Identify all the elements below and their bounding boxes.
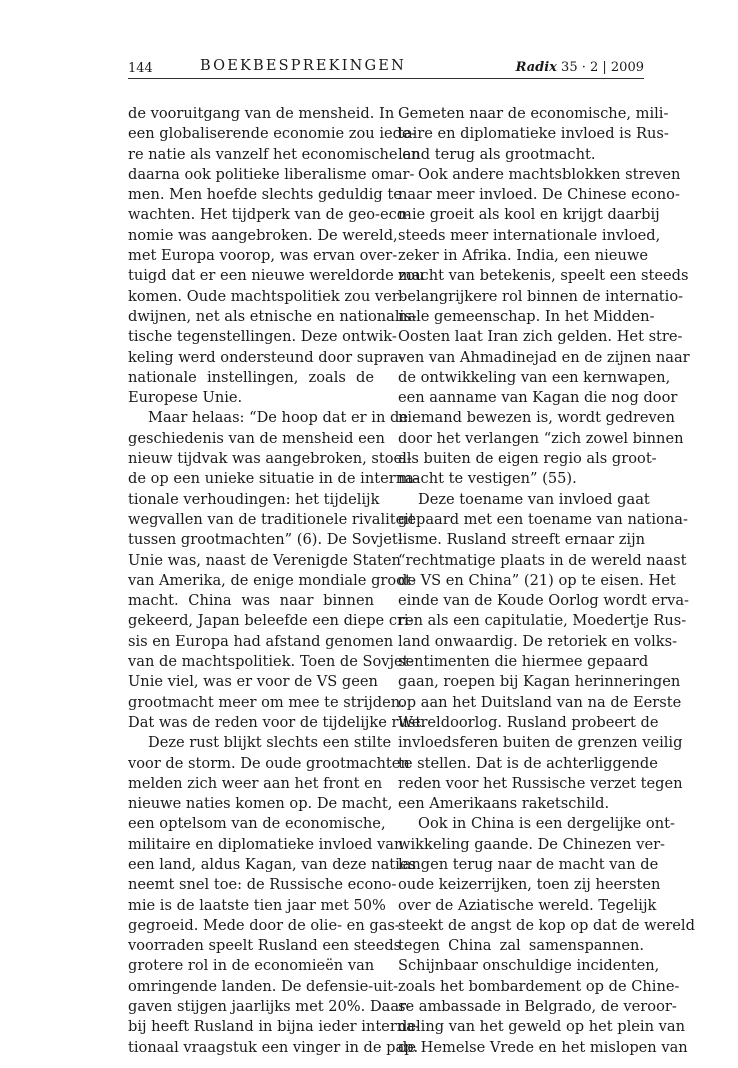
left-column-line: Dat was de reden voor de tijdelijke rust. bbox=[128, 713, 426, 731]
left-column-line: komen. Oude machtspolitiek zou ver- bbox=[128, 287, 404, 305]
left-column-line: tionaal vraagstuk een vinger in de pap. bbox=[128, 1038, 419, 1056]
right-column-line: sentimenten die hiermee gepaard bbox=[398, 653, 649, 671]
left-column-line: nationale instellingen, zoals de bbox=[128, 368, 374, 386]
right-column-line: Schijnbaar onschuldige incidenten, bbox=[398, 957, 660, 975]
right-column-line: invloedsferen buiten de grenzen veilig bbox=[398, 734, 683, 752]
left-column-line: sis en Europa had afstand genomen bbox=[128, 632, 394, 650]
left-column-line: militaire en diplomatieke invloed van bbox=[128, 835, 404, 853]
right-column-line: zeker in Afrika. India, een nieuwe bbox=[398, 247, 648, 265]
left-column-line: omringende landen. De defensie-uit- bbox=[128, 977, 399, 995]
left-column-line: gaven stijgen jaarlijks met 20%. Daar- bbox=[128, 998, 411, 1016]
right-column-line: tegen China zal samenspannen. bbox=[398, 937, 644, 955]
left-column-line: melden zich weer aan het front en bbox=[128, 774, 383, 792]
left-column-line: nieuw tijdvak was aangebroken, stoel- bbox=[128, 450, 412, 468]
left-column-line: met Europa voorop, was ervan over- bbox=[128, 247, 398, 265]
journal-name: Radix bbox=[515, 60, 557, 75]
left-column-line: Europese Unie. bbox=[128, 389, 243, 407]
right-column-line: einde van de Koude Oorlog wordt erva- bbox=[398, 592, 689, 610]
right-column-line: nale gemeenschap. In het Midden- bbox=[398, 307, 655, 325]
left-column-line: geschiedenis van de mensheid een bbox=[128, 429, 385, 447]
right-column-line: taire en diplomatieke invloed is Rus- bbox=[398, 125, 669, 143]
left-column-line: tische tegenstellingen. Deze ontwik- bbox=[128, 328, 397, 346]
right-column-line: Ook andere machtsblokken streven bbox=[418, 165, 681, 183]
right-column-line: steekt de angst de kop op dat de wereld bbox=[398, 916, 695, 934]
running-header bbox=[128, 58, 644, 80]
page-number: 144 bbox=[128, 61, 153, 76]
right-column-line: gepaard met een toename van nationa- bbox=[398, 510, 688, 528]
right-column-line: oude keizerrijken, toen zij heersten bbox=[398, 876, 661, 894]
left-column-line: tionale verhoudingen: het tijdelijk bbox=[128, 490, 380, 508]
right-column-line: Wereldoorlog. Rusland probeert de bbox=[398, 713, 659, 731]
right-column-line: zoals het bombardement op de Chine- bbox=[398, 977, 680, 995]
right-column-line: de Hemelse Vrede en het mislopen van bbox=[398, 1038, 688, 1056]
right-column-line: een aanname van Kagan die nog door bbox=[398, 389, 678, 407]
left-column-line: van Amerika, de enige mondiale groot- bbox=[128, 571, 416, 589]
left-column-line: daarna ook politieke liberalisme omar- bbox=[128, 165, 415, 183]
right-column-line: se ambassade in Belgrado, de veroor- bbox=[398, 998, 677, 1016]
right-column-line: door het verlangen “zich zowel binnen bbox=[398, 429, 684, 447]
left-column-line: de vooruitgang van de mensheid. In bbox=[128, 105, 395, 122]
left-column-line: nomie was aangebroken. De wereld, bbox=[128, 226, 398, 244]
journal-reference bbox=[516, 60, 644, 75]
left-column-line: een land, aldus Kagan, van deze naties bbox=[128, 855, 416, 873]
left-column-line: mie is de laatste tien jaar met 50% bbox=[128, 896, 386, 914]
right-column-line: op aan het Duitsland van na de Eerste bbox=[398, 693, 682, 711]
left-column-line: keling werd ondersteund door supra- bbox=[128, 348, 404, 366]
right-column-line: niemand bewezen is, wordt gedreven bbox=[398, 409, 675, 427]
section-title: BOEKBESPREKINGEN bbox=[200, 58, 406, 74]
right-column-line: de ontwikkeling van een kernwapen, bbox=[398, 368, 671, 386]
right-column-line: wikkeling gaande. De Chinezen ver- bbox=[398, 835, 665, 853]
right-column-line: Deze toename van invloed gaat bbox=[418, 490, 650, 508]
left-column-line: wegvallen van de traditionele rivaliteit bbox=[128, 510, 415, 528]
left-column-line: een optelsom van de economische, bbox=[128, 815, 386, 833]
right-column-line: land onwaardig. De retoriek en volks- bbox=[398, 632, 678, 650]
right-column-line: reden voor het Russische verzet tegen bbox=[398, 774, 683, 792]
left-column-line: men. Men hoefde slechts geduldig te bbox=[128, 186, 402, 204]
left-column-line: dwijnen, net als etnische en nationalis- bbox=[128, 307, 417, 325]
right-column-line: naar meer invloed. De Chinese econo- bbox=[398, 186, 680, 204]
left-column-line: gekeerd, Japan beleefde een diepe cri- bbox=[128, 612, 414, 630]
left-column-line: re natie als vanzelf het economische en bbox=[128, 145, 421, 163]
right-column-line: Gemeten naar de economische, mili- bbox=[398, 105, 669, 122]
right-column-line: Oosten laat Iran zich gelden. Het stre- bbox=[398, 328, 683, 346]
left-column-line: tussen grootmachten” (6). De Sovjet- bbox=[128, 531, 403, 549]
left-column-line: wachten. Het tijdperk van de geo-eco- bbox=[128, 206, 411, 224]
left-column-line: tuigd dat er een nieuwe wereldorde zou bbox=[128, 267, 425, 285]
right-column-line: ren als een capitulatie, Moedertje Rus- bbox=[398, 612, 687, 630]
left-column-line: Deze rust blijkt slechts een stilte bbox=[148, 734, 392, 752]
right-column-line: over de Aziatische wereld. Tegelijk bbox=[398, 896, 657, 914]
right-column-line: macht van betekenis, speelt een steeds bbox=[398, 267, 689, 285]
left-column-line: Unie was, naast de Verenigde Staten bbox=[128, 551, 401, 569]
right-column-line: te stellen. Dat is de achterliggende bbox=[398, 754, 658, 772]
right-column-line: Ook in China is een dergelijke ont- bbox=[418, 815, 675, 833]
left-column-line: grotere rol in de economieën van bbox=[128, 957, 375, 975]
left-column-line: van de machtspolitiek. Toen de Sovjet- bbox=[128, 653, 414, 671]
left-column-line: Maar helaas: “De hoop dat er in de bbox=[148, 409, 408, 427]
left-column-line: neemt snel toe: de Russische econo- bbox=[128, 876, 397, 894]
right-column-line: steeds meer internationale invloed, bbox=[398, 226, 661, 244]
journal-issue: 35 · 2 | 2009 bbox=[561, 60, 644, 75]
header-rule bbox=[128, 78, 644, 79]
left-column-line: macht. China was naar binnen bbox=[128, 592, 374, 610]
left-column-line: de op een unieke situatie in de interna- bbox=[128, 470, 419, 488]
left-column-line: Unie viel, was er voor de VS geen bbox=[128, 673, 378, 691]
left-text-column bbox=[128, 104, 426, 1058]
left-column-line: een globaliserende economie zou iede- bbox=[128, 125, 416, 143]
left-column-line: voor de storm. De oude grootmachten bbox=[128, 754, 410, 772]
right-column-line: “rechtmatige plaats in de wereld naast bbox=[398, 551, 687, 569]
right-column-line: macht te vestigen” (55). bbox=[398, 470, 577, 488]
right-column-line: deling van het geweld op het plein van bbox=[398, 1018, 685, 1036]
right-column-line: de VS en China” (21) op te eisen. Het bbox=[398, 571, 676, 589]
left-column-line: nieuwe naties komen op. De macht, bbox=[128, 795, 393, 813]
right-column-line: land terug als grootmacht. bbox=[398, 145, 596, 163]
right-column-line: ven van Ahmadinejad en de zijnen naar bbox=[398, 348, 690, 366]
left-column-line: bij heeft Rusland in bijna ieder interna- bbox=[128, 1018, 420, 1036]
left-column-line: gegroeid. Mede door de olie- en gas- bbox=[128, 916, 400, 934]
right-text-column bbox=[398, 104, 695, 1058]
right-column-line: langen terug naar de macht van de bbox=[398, 855, 659, 873]
right-column-line: gaan, roepen bij Kagan herinneringen bbox=[398, 673, 681, 691]
right-column-line: een Amerikaans raketschild. bbox=[398, 795, 610, 813]
right-column-line: belangrijkere rol binnen de internatio- bbox=[398, 287, 684, 305]
right-column-line: lisme. Rusland streeft ernaar zijn bbox=[398, 531, 646, 549]
left-column-line: voorraden speelt Rusland een steeds bbox=[128, 937, 402, 955]
left-column-line: grootmacht meer om mee te strijden. bbox=[128, 693, 405, 711]
right-column-line: mie groeit als kool en krijgt daarbij bbox=[398, 206, 660, 224]
right-column-line: als buiten de eigen regio als groot- bbox=[398, 450, 657, 468]
